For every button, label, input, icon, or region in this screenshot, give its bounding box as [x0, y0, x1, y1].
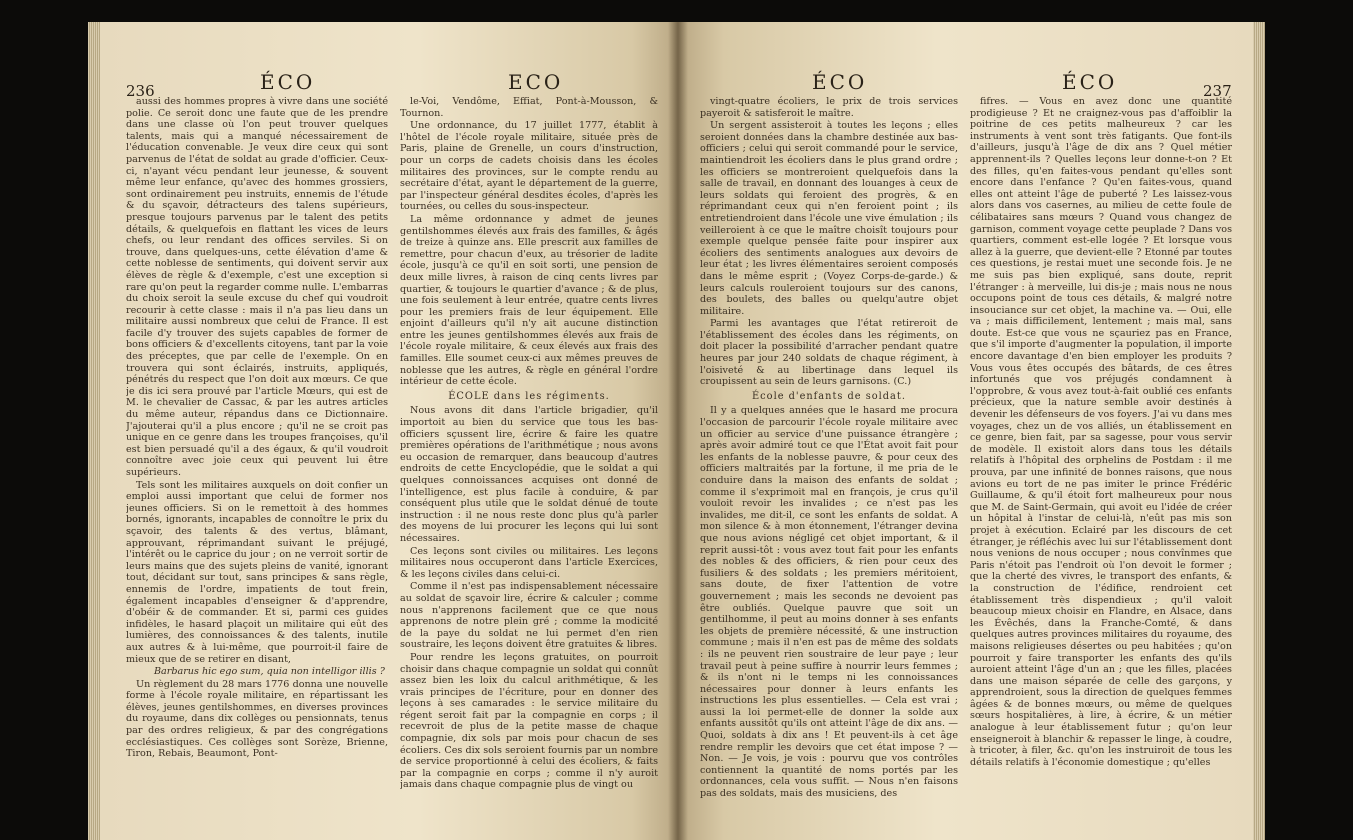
left-page	[100, 22, 678, 840]
paragraph: Nous avons dit dans l'article brigadier, qu'il importoit au bien du service que tous les bas-officiers sçussent lire, écrire & faire les quatre premières opérations de l'arithmétique ; nous avons eu occasion de remarquer, dans beaucoup d'autres endroits de cette Encyclopédie, que le soldat a qui quelques connoissances acquises ont donné de l'intelligence, est plus facile à conduire, & par conséquent plus utile que le soldat dénué de toute instruction : il ne nous reste donc plus qu'à parler des moyens de lui procurer les leçons qui lui sont nécessaires.	[400, 405, 658, 544]
paragraph: Parmi les avantages que l'état retireroit de l'établissement des écoles dans les régiments, on doit placer la possibilité d'arracher pendant quatre heures par jour 240 soldats de chaque régiment, à l'oisiveté & au libertinage dans lequel ils croupissent au sein de leurs garnisons. (C.)	[700, 318, 958, 388]
paragraph: fifres. — Vous en avez donc une quantité prodigieuse ? Et ne craignez-vous pas d'affoiblir la poitrine de ces petits malheureux ? car les instruments à vent sont très fatigants. Que font-ils d'ailleurs, jusqu'à l'âge de dix ans ? Quel métier apprennent-ils ? Quelles leçons leur donne-t-on ? Et des filles, qu'en faites-vous pendant qu'elles sont encore dans l'enfance ? Qu'en faites-vous, quand elles ont atteint l'âge de puberté ? Les laissez-vous alors dans vos casernes, au milieu de cette foule de célibataires sans mœurs ? Quand vous changez de garnison, comment voyage cette peuplade ? Dans vos quartiers, comment est-elle logée ? Et lorsque vous allez à la guerre, que devient-elle ? Etonné par toutes ces questions, je restai muet une seconde fois. Je ne me suis pas bien expliqué, sans doute, reprit l'étranger : à merveille, lui dis-je ; mais nous ne nous occupons point de tous ces détails, & malgré notre insouciance sur cet objet, la machine va. — Oui, elle va ; mais difficilement, lentement ; mais mal, sans doute. Est-ce que vous ne sçauriez pas en France, que s'il importe d'augmenter la population, il importe encore davantage d'en bien employer les produits ? Vous vous êtes occupés des bâtards, de ces êtres infortunés que vos préjugés condamnent à l'opprobre, & vous avez tout-à-fait oublié ces enfants précieux, que la nature semble avoir destinés à devenir les défenseurs de vos foyers. J'ai vu dans mes voyages, chez un de vos alliés, un établissement en ce genre, bien fait, par sa sagesse, pour vous servir de modèle. Il existoit alors dans tous les détails relatifs à l'hôpital des orphelins de Postdam : il me prouva, par une infinité de bonnes raisons, que nous avions eu tort de ne pas imiter le prince Frédéric Guillaume, & qu'il étoit fort malheureux pour nous que M. de Saint-Germain, qui avoit eu l'idée de créer un hôpital à l'instar de celui-là, n'eût pas mis son projet à exécution. Eclairé par les discours de cet étranger, je réfléchis avec lui sur l'établissement dont nous venions de nous occuper ; nous convînmes que Paris n'étoit pas l'endroit où l'on devoit le former ; que la cherté des vivres, le transport des enfants, & la construction de l'édifice, rendroient cet établissement très dispendieux ; qu'il valoit beaucoup mieux choisir en Flandre, en Alsace, dans les Évêchés, dans la Franche-Comté, & dans quelques autres provinces militaires du royaume, des maisons religieuses désertes ou peu habitées ; qu'on pourroit y faire transporter les enfants des qu'ils auroient atteint l'âge d'un an ; que les filles, placées dans une maison séparée de celle des garçons, y apprendroient, sous la direction de quelques femmes âgées & de bonnes mœurs, ou même de quelques sœurs hospitalières, à lire, à écrire, & un métier analogue à leur établissement futur ; qu'on leur enseigneroit à blanchir & repasser le linge, à coudre, à tricoter, à filer, &c. qu'on les instruiroit de tous les détails relatifs à l'économie domestique ; qu'elles	[970, 96, 1232, 768]
paragraph: Il y a quelques années que le hasard me procura l'occasion de parcourir l'école royale militaire avec un officier au service d'une puissance étrangère ; après avoir admiré tout ce que l'État avoit fait pour les enfants de la noblesse pauvre, & pour ceux des officiers maltraités par la fortune, il me pria de le conduire dans la maison des enfants de soldat ; comme il s'exprimoit mal en françois, je crus qu'il vouloit revoir les invalides ; ce n'est pas les invalides, me dit-il, ce sont les enfants de soldat. A mon silence & à mon étonnement, l'étranger devina que nous avions négligé cet objet important, & il reprit aussi-tôt : vous avez tout fait pour les enfants des nobles & des officiers, & rien pour ceux des fusiliers & des soldats ; les premiers méritoient, sans doute, de fixer l'attention de votre gouvernement ; mais les seconds ne devoient pas être oubliés. Quelque pauvre que soit un gentilhomme, il peut au moins donner à ses enfants les objets de première nécessité, & une instruction commune ; mais il n'en est pas de même des soldats : ils ne peuvent rien soustraire de leur paye ; leur travail peut à peine suffire à nourrir leurs femmes ; & ils n'ont ni le temps ni les connoissances nécessaires pour donner à leurs enfants les instructions les plus essentielles. — Cela est vrai ; aussi la loi permet-elle de donner la solde aux enfants aussitôt qu'ils ont atteint l'âge de dix ans. — Quoi, soldats à dix ans ! Et peuvent-ils à cet âge rendre remplir les devoirs que cet état impose ? — Non. — Je vois, je vois : pourvu que vos contrôles contiennent la quantité de noms portés par les ordonnances, cela vous suffit. — Nous n'en faisons pas des soldats, mais des musiciens, des	[700, 405, 958, 800]
latin-quote: Barbarus hic ego sum, quia non intelligor illis ?	[154, 666, 385, 678]
right-page	[678, 22, 1253, 840]
right-page-number: 237	[1203, 82, 1232, 100]
right-running-head-2: ÉCO	[1062, 70, 1118, 94]
book-gutter	[668, 22, 688, 840]
left-running-head-1: ÉCO	[260, 70, 316, 94]
paragraph: le-Voi, Vendôme, Effiat, Pont-à-Mousson, & Tournon.	[400, 96, 658, 119]
left-running-head-2: ECO	[508, 70, 564, 94]
paragraph: Un sergent assisteroit à toutes les leçons ; elles seroient données dans la chambre destinée aux bas-officiers ; celui qui seroit commandé pour le service, maintiendroit les écoliers dans le plus grand ordre ; les officiers se montreroient quelquefois dans la salle de travail, en donnant des louanges à ceux de leurs soldats qui feroient des progrès, & en réprimandant ceux qui n'en feroient point ; ils entretiendroient dans l'école une vive émulation ; ils veilleroient à ce que le maître choisît toujours pour exemple quelque pensée faite pour inspirer aux écoliers des sentiments analogues aux devoirs de leur état ; les livres élémentaires seroient composés dans le même esprit ; (Voyez Corps-de-garde.) & leurs calculs rouleroient toujours sur des canons, des boulets, des balles ou quelqu'autre objet militaire.	[700, 120, 958, 317]
left-column-2	[400, 96, 658, 836]
paragraph: Un règlement du 28 mars 1776 donna une nouvelle forme à l'école royale militaire, en répartissant les élèves, jeunes gentilshommes, en diverses provinces du royaume, dans dix collèges ou pensionnats, tenus par des ordres religieux, & par des congrégations ecclésiastiques. Ces collèges sont Sorèze, Brienne, Tiron, Rebais, Beaumont, Pont-	[126, 678, 388, 760]
paragraph: Ces leçons sont civiles ou militaires. Les leçons militaires nous occuperont dans l'article Exercices, & les leçons civiles dans celui-ci.	[400, 545, 658, 580]
paragraph: vingt-quatre écoliers, le prix de trois services payeroit & satisferoit le maître.	[700, 96, 958, 119]
section-heading: École d'enfants de soldat.	[752, 390, 906, 402]
left-page-number: 236	[126, 82, 155, 100]
left-page-edge	[88, 22, 100, 840]
right-column-2	[970, 96, 1232, 836]
right-column-1	[700, 96, 958, 836]
right-running-head-1: ÉCO	[812, 70, 868, 94]
paragraph: Une ordonnance, du 17 juillet 1777, établit à l'hôtel de l'école royale militaire, située près de Paris, plaine de Grenelle, un cours d'instruction, pour un corps de cadets choisis dans les écoles militaires des provinces, sur le compte rendu au secrétaire d'état, ayant le département de la guerre, par l'inspecteur général desdites écoles, d'après les tournées, ou celles du sous-inspecteur.	[400, 120, 658, 213]
right-page-edge	[1253, 22, 1265, 840]
section-heading: ÉCOLE dans les régiments.	[448, 390, 610, 402]
paragraph: Pour rendre les leçons gratuites, on pourroit choisir dans chaque compagnie un soldat qui connût assez bien les loix du calcul arithmétique, & les vrais principes de l'écriture, pour en donner des leçons à ses camarades : le service militaire du régent seroit fait par la compagnie en corps ; il recevroit de plus de la petite masse de chaque compagnie, dix sols par mois pour chacun de ses écoliers. Ces dix sols seroient fournis par un nombre de service proportionné à celui des écoliers, & faits par la compagnie en corps ; comme il n'y auroit jamais dans chaque compagnie plus de vingt ou	[400, 651, 658, 791]
paragraph: Comme il n'est pas indispensablement nécessaire au soldat de sçavoir lire, écrire & calculer ; comme nous n'apprenons facilement que ce que nous apprenons de notre plein gré ; comme la modicité de la paye du soldat ne lui permet d'en rien soustraire, les leçons doivent être gratuites & libres.	[400, 581, 658, 651]
paragraph: aussi des hommes propres à vivre dans une société polie. Ce seroit donc une faute que de les prendre dans une classe où l'on peut trouver quelques talents, mais qui a manqué nécessairement de l'éducation convenable. Je veux dire ceux qui sont parvenus de l'état de soldat au grade d'officier. Ceux-ci, n'ayant vécu pendant leur jeunesse, & souvent même leur enfance, qu'avec des hommes grossiers, sont ordinairement peu instruits, ennemis de l'étude & du sçavoir, détracteurs des talens supérieurs, presque toujours parvenus par le talent des petits détails, & quelquefois en flattant les vices de leurs chefs, ou leur rendant des offices serviles. Si on trouve, dans quelques-uns, cette élévation d'ame & cette noblesse de sentiments, qui doivent servir aux élèves de règle & d'exemple, c'est une exception si rare qu'on peut la regarder comme nulle. L'embarras du choix seroit la seule excuse du chef qui voudroit recourir à cette classe : mais il n'a pas lieu dans un militaire aussi nombreux que celui de France. Il est facile d'y trouver des sujets capables de former de bons officiers & d'excellents citoyens, tant par la voie des préceptes, que par celle de l'exemple. On en trouvera qui sont éclairés, instruits, appliqués, pénétrés du respect que l'on doit aux mœurs. Ce que je dis ici sera prouvé par l'article Mœurs, qui est de M. le chevalier de Cassac, & par les autres articles du même auteur, répandus dans ce Dictionnaire. J'ajouterai qu'il a plus encore ; qu'il ne se croit pas unique en ce genre dans les troupes françoises, qu'il est bien persuadé qu'il a des égaux, & qu'il voudroit connoître avec joie ceux qui peuvent lui être supérieurs.	[126, 96, 388, 478]
paragraph: Tels sont les militaires auxquels on doit confier un emploi aussi important que celui de former nos jeunes officiers. Si on le remettoit à des hommes bornés, ignorants, incapables de connoître le prix du sçavoir, des talents & des vertus, blâmant, approuvant, réprimandant suivant le préjugé, l'intérêt ou le caprice du jour ; on ne verroit sortir de leurs mains que des sujets pleins de vanité, ignorant tout, décidant sur tout, sans principes & sans règle, ennemis de l'ordre, impatients de tout frein, également incapables d'enseigner & d'apprendre, d'obéir & de commander. Et si, parmi ces guides infidèles, le hasard plaçoit un militaire qui eût des lumières, des connoissances & des talents, inutile aux autres & à lui-même, que pourroit-il faire de mieux que de se retirer en disant,	[126, 479, 388, 665]
left-column-1	[126, 96, 388, 836]
paragraph: La même ordonnance y admet de jeunes gentilshommes élevés aux frais des familles, & âgés de treize à quinze ans. Elle prescrit aux familles de remettre, pour chacun d'eux, au trésorier de ladite école, jusqu'à ce qu'il en soit sorti, une pension de deux mille livres, à raison de cinq cents livres par quartier, & toujours le quartier d'avance ; & de plus, une fois seulement à leur entrée, quatre cents livres pour les premiers frais de leur équipement. Elle enjoint d'ailleurs qu'il n'y ait aucune distinction entre les jeunes gentilshommes élevés aux frais de l'école royale militaire, & ceux élevés aux frais des familles. Elle soumet ceux-ci aux mêmes preuves de noblesse que les autres, & règle en général l'ordre intérieur de cette école.	[400, 213, 658, 388]
